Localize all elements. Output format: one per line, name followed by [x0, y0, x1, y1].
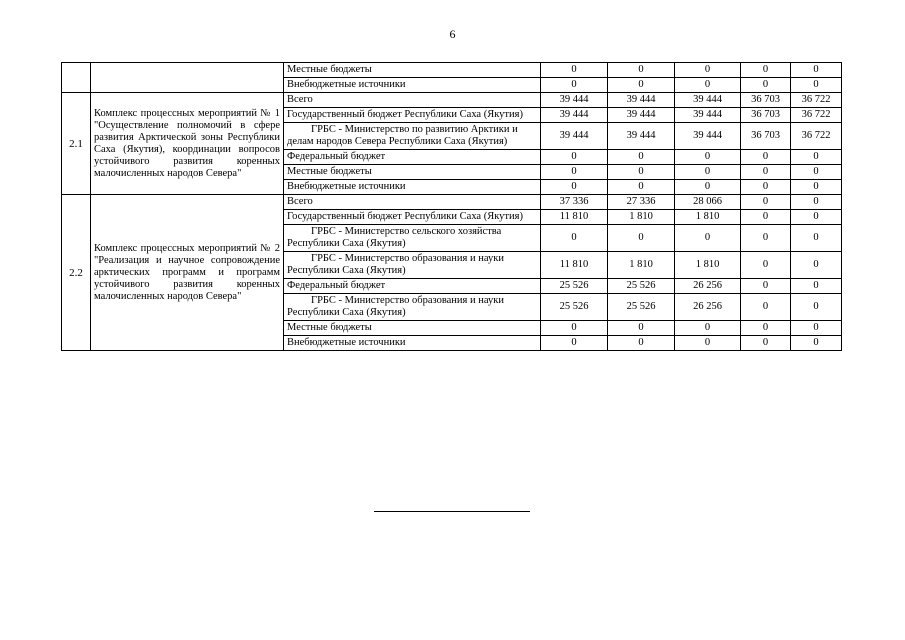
value-cell: 39 444: [675, 108, 741, 123]
value-cell: 0: [541, 63, 608, 78]
value-cell: 0: [608, 165, 675, 180]
value-cell: 0: [791, 225, 842, 252]
value-cell: 0: [791, 252, 842, 279]
value-cell: 0: [741, 210, 791, 225]
value-cell: 0: [791, 195, 842, 210]
value-cell: 0: [791, 180, 842, 195]
value-cell: 0: [741, 336, 791, 351]
value-cell: 1 810: [675, 252, 741, 279]
value-cell: 39 444: [541, 108, 608, 123]
value-cell: 0: [741, 165, 791, 180]
value-cell: 0: [741, 78, 791, 93]
value-cell: 27 336: [608, 195, 675, 210]
value-cell: 0: [675, 63, 741, 78]
row-label-sub: ГРБС - Министерство образования и науки Республики Саха (Якутия): [284, 252, 541, 279]
value-cell: 0: [791, 294, 842, 321]
value-cell: 25 526: [608, 279, 675, 294]
row-label: Местные бюджеты: [284, 321, 541, 336]
row-label: Местные бюджеты: [284, 63, 541, 78]
value-cell: 0: [741, 294, 791, 321]
value-cell: 0: [741, 180, 791, 195]
value-cell: 25 526: [541, 279, 608, 294]
value-cell: 0: [791, 63, 842, 78]
value-cell: 0: [541, 78, 608, 93]
row-label: Внебюджетные источники: [284, 336, 541, 351]
value-cell: 0: [741, 195, 791, 210]
page-number: 6: [449, 27, 456, 41]
value-cell: 39 444: [608, 93, 675, 108]
value-cell: 1 810: [608, 210, 675, 225]
footer-rule: [374, 511, 530, 512]
value-cell: 0: [675, 150, 741, 165]
num-cell-empty: [62, 63, 91, 93]
value-cell: 39 444: [675, 123, 741, 150]
budget-table: [61, 62, 842, 351]
table-row: [62, 93, 842, 108]
value-cell: 0: [608, 336, 675, 351]
value-cell: 0: [741, 63, 791, 78]
value-cell: 0: [791, 78, 842, 93]
row-label: Государственный бюджет Республики Саха (Якутия): [284, 108, 541, 123]
value-cell: 0: [791, 279, 842, 294]
value-cell: 0: [741, 252, 791, 279]
value-cell: 11 810: [541, 252, 608, 279]
value-cell: 0: [608, 78, 675, 93]
section-number: 2.1: [62, 93, 91, 195]
value-cell: 0: [608, 63, 675, 78]
value-cell: 0: [675, 321, 741, 336]
value-cell: 39 444: [675, 93, 741, 108]
value-cell: 0: [541, 165, 608, 180]
value-cell: 0: [608, 321, 675, 336]
row-label: Всего: [284, 195, 541, 210]
value-cell: 0: [675, 78, 741, 93]
value-cell: 0: [608, 150, 675, 165]
value-cell: 36 722: [791, 123, 842, 150]
value-cell: 0: [541, 225, 608, 252]
value-cell: 0: [541, 180, 608, 195]
row-label-sub: ГРБС - Министерство образования и науки Республики Саха (Якутия): [284, 294, 541, 321]
value-cell: 0: [608, 225, 675, 252]
value-cell: 0: [741, 150, 791, 165]
value-cell: 39 444: [541, 123, 608, 150]
row-label: Федеральный бюджет: [284, 150, 541, 165]
value-cell: 28 066: [675, 195, 741, 210]
row-label: Внебюджетные источники: [284, 78, 541, 93]
value-cell: 0: [675, 165, 741, 180]
value-cell: 1 810: [675, 210, 741, 225]
table-body: [62, 63, 842, 351]
row-label-sub: ГРБС - Министерство по развитию Арктики и делам народов Севера Республики Саха (Якутия): [284, 123, 541, 150]
value-cell: 36 703: [741, 123, 791, 150]
value-cell: 11 810: [541, 210, 608, 225]
value-cell: 39 444: [541, 93, 608, 108]
value-cell: 0: [541, 321, 608, 336]
value-cell: 0: [741, 225, 791, 252]
value-cell: 36 722: [791, 108, 842, 123]
value-cell: 36 703: [741, 108, 791, 123]
value-cell: 37 336: [541, 195, 608, 210]
section-description: Комплекс процессных мероприятий № 2 "Реализация и научное сопровождение арктических программ и программ устойчивого развития коренных малочисленных народов Севера": [91, 195, 284, 351]
value-cell: 0: [791, 210, 842, 225]
value-cell: 0: [675, 180, 741, 195]
row-label: Всего: [284, 93, 541, 108]
row-label-sub: ГРБС - Министерство сельского хозяйства Республики Саха (Якутия): [284, 225, 541, 252]
table-row: [62, 195, 842, 210]
value-cell: 0: [675, 336, 741, 351]
value-cell: 36 722: [791, 93, 842, 108]
section-number: 2.2: [62, 195, 91, 351]
value-cell: 0: [608, 180, 675, 195]
row-label: Государственный бюджет Республики Саха (Якутия): [284, 210, 541, 225]
table-row: [62, 63, 842, 78]
value-cell: 0: [741, 321, 791, 336]
value-cell: 0: [791, 321, 842, 336]
desc-cell-empty: [91, 63, 284, 93]
row-label: Местные бюджеты: [284, 165, 541, 180]
value-cell: 39 444: [608, 108, 675, 123]
row-label: Федеральный бюджет: [284, 279, 541, 294]
value-cell: 0: [541, 336, 608, 351]
value-cell: 0: [541, 150, 608, 165]
row-label: Внебюджетные источники: [284, 180, 541, 195]
value-cell: 1 810: [608, 252, 675, 279]
value-cell: 0: [791, 336, 842, 351]
value-cell: 0: [791, 150, 842, 165]
value-cell: 0: [741, 279, 791, 294]
value-cell: 39 444: [608, 123, 675, 150]
value-cell: 26 256: [675, 279, 741, 294]
value-cell: 25 526: [608, 294, 675, 321]
value-cell: 26 256: [675, 294, 741, 321]
value-cell: 36 703: [741, 93, 791, 108]
value-cell: 0: [675, 225, 741, 252]
section-description: Комплекс процессных мероприятий № 1 "Осуществление полномочий в сфере развития Арктической зоны Республики Саха (Якутия), координации вопросов устойчивого развития коренных малочисленных народов Севера": [91, 93, 284, 195]
value-cell: 25 526: [541, 294, 608, 321]
value-cell: 0: [791, 165, 842, 180]
